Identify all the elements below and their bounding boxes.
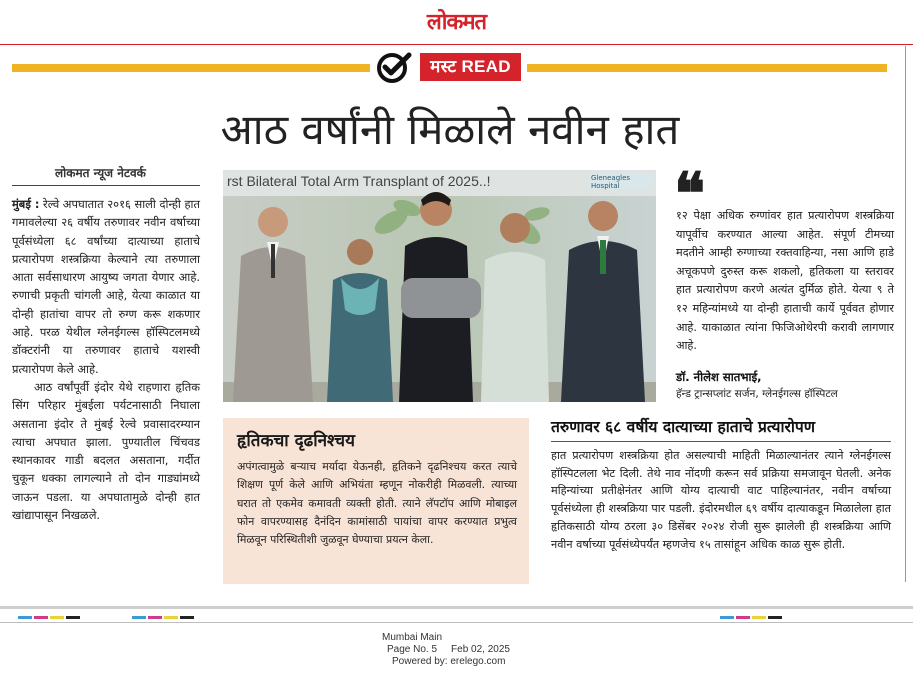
lead-paragraph-2: आठ वर्षांपूर्वी इंदोर येथे राहणारा हृतिक सिंग परिहार मुंबईला पर्यटनासाठी निघाला असताना इंदोर ते मुंबई रेल्वे प्रवासादरम्यान त्याचा अपघात झाला. पुण्यातील चिंचवड स्थानकावर गाडी बदलत असताना, गर्दीत चुकून धक्का लागल्याने तो दोन गाड्यांमध्ये जाऊन पडला. या अपघातामुळे दोन्ही हात खांद्यापासून निखळले.	[12, 379, 200, 523]
byline-rule	[12, 185, 200, 186]
sub-story-title: तरुणावर ६८ वर्षीय दात्याच्या हाताचे प्रत्यारोपण	[551, 418, 816, 436]
print-color-mark	[180, 616, 194, 619]
dateline-place: मुंबई :	[12, 197, 40, 211]
sub-story-body: हात प्रत्यारोपण शस्त्रक्रिया होत असल्याची माहिती मिळाल्यानंतर त्याने ग्लेनईगल्स हॉस्पिटलला भेट दिली. तेथे नाव नोंदणी करून सर्व प्रक्रिया समजावून घेतली. अनेक महिन्यांच्या प्रतीक्षेनंतर आणि योग्य दात्याची वाट पाहिल्यानंतर, नवीन वर्षाच्या पूर्वसंध्येला ही शस्त्रक्रिया पार पडली. इंदोरमधील ६९ वर्षीय दात्याकडून मिळालेला हात हृतिकसाठी योग्य ठरला ३० डिसेंबर २०२४ रोजी सुरू झालेली ही शस्त्रक्रिया आणि नवीन वर्षाच्या पूर्वसंध्येपर्यंत म्हणजेच १५ तासांहून अधिक काळ सुरू होती.	[551, 449, 891, 551]
page-date-line	[360, 644, 560, 656]
print-color-mark	[34, 616, 48, 619]
sidebar-box	[223, 418, 529, 584]
check-badge-icon	[376, 51, 412, 85]
footer-rule	[0, 606, 913, 609]
masthead-rule	[0, 44, 913, 45]
sidebar-box-title: हृतिकचा दृढनिश्चय	[237, 431, 355, 451]
print-color-mark	[148, 616, 162, 619]
footer-rule-thin	[0, 622, 913, 623]
page-number: Page No. 5	[387, 644, 438, 655]
masthead	[0, 6, 913, 36]
section-bar-right	[527, 64, 887, 72]
quote-icon: ❝	[674, 160, 706, 228]
print-color-mark	[768, 616, 782, 619]
must-read-label: मस्ट READ	[420, 53, 521, 81]
column-rule-right	[905, 46, 906, 582]
quote-author-role: हॅन्ड ट्रान्सप्लांट सर्जन, ग्लेनईगल्स हॉस्पिटल	[676, 388, 838, 400]
footer-info	[360, 632, 560, 668]
lead-paragraph-1-text: रेल्वे अपघातात २०१६ साली दोन्ही हात गमावलेल्या २६ वर्षीय तरुणावर नवीन वर्षाच्या पूर्वसंध्येला ६८ वर्षांच्या दात्याच्या हाताचे प्रत्यारोपण शस्त्रक्रिया केल्याने त्या तरुणाला आता सर्वसाधारण आयुष्य जगता येणार आहे. रुणाची प्रकृती चांगली आहे, येत्या काळात या दोन्ही हातांचा वापर तो रुग्ण करू शकणार आहे. परळ येथील ग्लेनईगल्स हॉस्पिटलमध्ये डॉक्टरांनी या तरुणावर हाताचे यशस्वी प्रत्यारोपण केले आहे.	[12, 197, 200, 376]
print-color-mark	[164, 616, 178, 619]
lead-story	[12, 195, 200, 524]
powered-by[interactable]: Powered by: erelego.com	[392, 656, 506, 667]
byline: लोकमत न्यूज नेटवर्क	[55, 166, 146, 180]
print-color-mark	[50, 616, 64, 619]
hospital-tag: Gleneagles Hospital	[589, 173, 653, 189]
print-color-mark	[736, 616, 750, 619]
section-bar-left	[12, 64, 370, 72]
sub-story-rule	[551, 441, 891, 442]
photo-banner-text: rst Bilateral Total Arm Transplant of 2025..!	[227, 173, 491, 189]
pull-quote: १२ पेक्षा अधिक रुग्णांवर हात प्रत्यारोपण शस्त्रक्रिया यापूर्वीच करण्यात आल्या आहेत. संपूर्ण टीमच्या मदतीने आम्ही रुग्णाच्या रक्तवाहिन्या, नसा आणि हाडे अचूकपणे दुरुस्त करू शकलो, हृतिकला या स्तरावर हात प्रत्यारोपण करणे अत्यंत दुर्मिळ होते. येत्या ९ ते १२ महिन्यांमध्ये या दोन्ही हाताची कार्ये पूर्ववत होणार आहे. याकाळात त्यांना फिजिओथेरपी करावी लागणार आहे.	[676, 209, 894, 353]
print-color-mark	[66, 616, 80, 619]
news-photo[interactable]	[223, 170, 656, 402]
quote-author: डॉ. नीलेश सातभाई,	[676, 370, 762, 384]
print-color-mark	[132, 616, 146, 619]
publish-date: Feb 02, 2025	[451, 644, 510, 655]
lead-paragraph-1	[12, 195, 200, 378]
edition-name: Mumbai Main	[382, 632, 443, 643]
print-color-mark	[720, 616, 734, 619]
print-color-mark	[18, 616, 32, 619]
headline: आठ वर्षांनी मिळाले नवीन हात	[220, 105, 680, 154]
sidebar-box-body: अपंगत्वामुळे बऱ्याच मर्यादा येऊनही, हृतिकने दृढनिश्चय करत त्याचे शिक्षण पूर्ण केले आणि अभियंता म्हणून नोकरीही मिळवली. त्याच्या घरात तो एकमेव कमावती व्यक्ती होती. त्याने लॅपटॉप आणि मोबाइल फोन वापरण्यासह दैनंदिन कामांसाठी पायांचा वापर करण्यात प्रभुत्व मिळवून परिस्थितीशी जुळवून घेण्याचा प्रयत्न केला.	[237, 460, 517, 547]
print-color-mark	[752, 616, 766, 619]
photo-illustration	[223, 170, 656, 402]
newspaper-logo[interactable]: लोकमत	[426, 9, 487, 35]
